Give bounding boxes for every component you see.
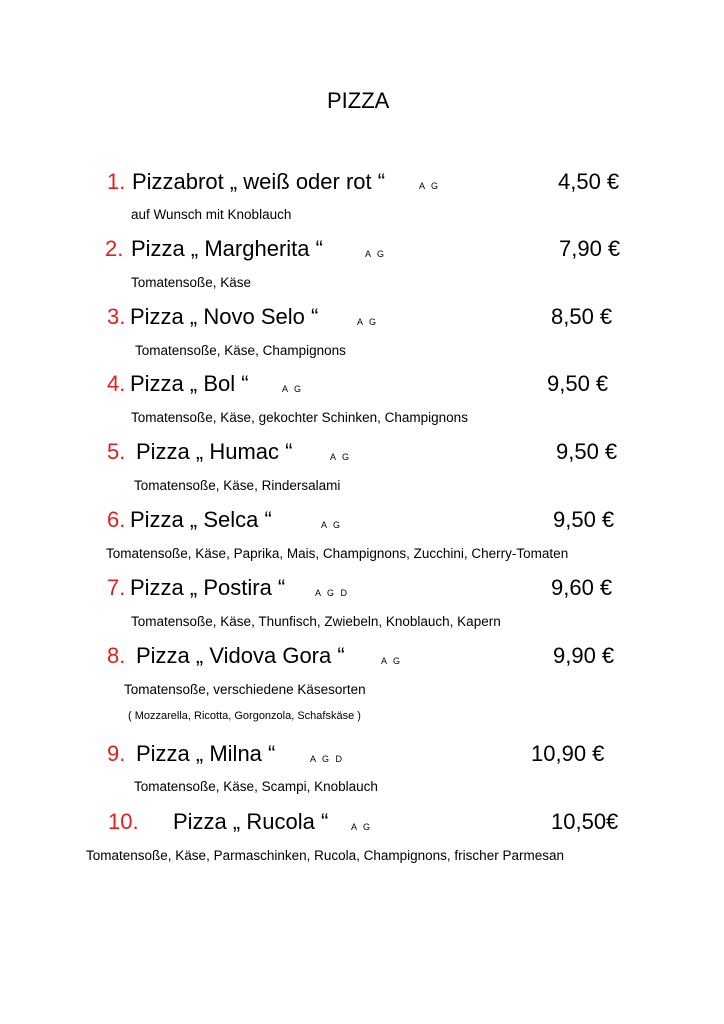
item-allergens: A G D [315, 588, 350, 598]
item-name: Pizza „ Postira “ [130, 575, 286, 600]
item-number: 3. [107, 304, 126, 329]
item-name: Pizza „ Milna “ [136, 741, 276, 766]
item-name: Pizza „ Novo Selo “ [130, 304, 319, 329]
item-description: Tomatensoße, Käse, Scampi, Knoblauch [134, 779, 378, 794]
item-description: Tomatensoße, Käse, Parmaschinken, Rucola, Champignons, frischer Parmesan [86, 848, 564, 863]
item-number: 5. [107, 439, 126, 464]
item-allergens: A G [282, 384, 304, 394]
item-description: Tomatensoße, Käse, Champignons [135, 343, 346, 358]
item-price: 8,50 € [551, 304, 613, 329]
item-allergens: A G [419, 181, 441, 191]
item-description: Tomatensoße, Käse, Paprika, Mais, Champignons, Zucchini, Cherry-Tomaten [106, 546, 569, 561]
item-description: Tomatensoße, Käse, Thunfisch, Zwiebeln, Knoblauch, Kapern [131, 614, 501, 629]
item-price: 10,50€ [551, 809, 619, 834]
item-allergens: A G [321, 520, 343, 530]
item-number: 7. [107, 575, 126, 600]
item-name: Pizza „ Selca “ [130, 507, 272, 532]
item-price: 9,50 € [556, 439, 618, 464]
item-description: auf Wunsch mit Knoblauch [131, 207, 292, 222]
item-price: 9,50 € [547, 371, 609, 396]
item-number: 6. [107, 507, 126, 532]
item-number: 4. [107, 371, 126, 396]
item-name: Pizza „ Margherita “ [131, 236, 323, 261]
item-allergens: A G [330, 452, 352, 462]
item-number: 1. [107, 169, 126, 194]
item-name: Pizzabrot „ weiß oder rot “ [132, 169, 386, 194]
item-price: 4,50 € [558, 169, 620, 194]
page-title: PIZZA [327, 88, 390, 113]
item-number: 2. [105, 236, 124, 261]
item-name: Pizza „ Humac “ [136, 439, 293, 464]
item-name: Pizza „ Vidova Gora “ [136, 643, 345, 668]
item-allergens: A G [365, 249, 387, 259]
item-number: 10. [108, 809, 139, 834]
item-number: 9. [107, 741, 126, 766]
item-name: Pizza „ Bol “ [130, 371, 249, 396]
item-allergens: A G [381, 656, 403, 666]
item-price: 9,50 € [553, 507, 615, 532]
item-price: 9,90 € [553, 643, 615, 668]
item-description: Tomatensoße, Käse, Rindersalami [134, 478, 341, 493]
item-name: Pizza „ Rucola “ [173, 809, 329, 834]
item-allergens: A G [351, 822, 373, 832]
item-description: Tomatensoße, verschiedene Käsesorten [124, 682, 366, 697]
item-description: Tomatensoße, Käse, gekochter Schinken, Champignons [131, 410, 468, 425]
item-price: 7,90 € [559, 236, 621, 261]
item-description: Tomatensoße, Käse [131, 275, 252, 290]
item-price: 10,90 € [531, 741, 605, 766]
item-number: 8. [107, 643, 126, 668]
item-allergens: A G D [310, 754, 345, 764]
item-price: 9,60 € [551, 575, 613, 600]
item-cheese-note: ( Mozzarella, Ricotta, Gorgonzola, Schafskäse ) [128, 710, 361, 722]
item-allergens: A G [357, 317, 379, 327]
